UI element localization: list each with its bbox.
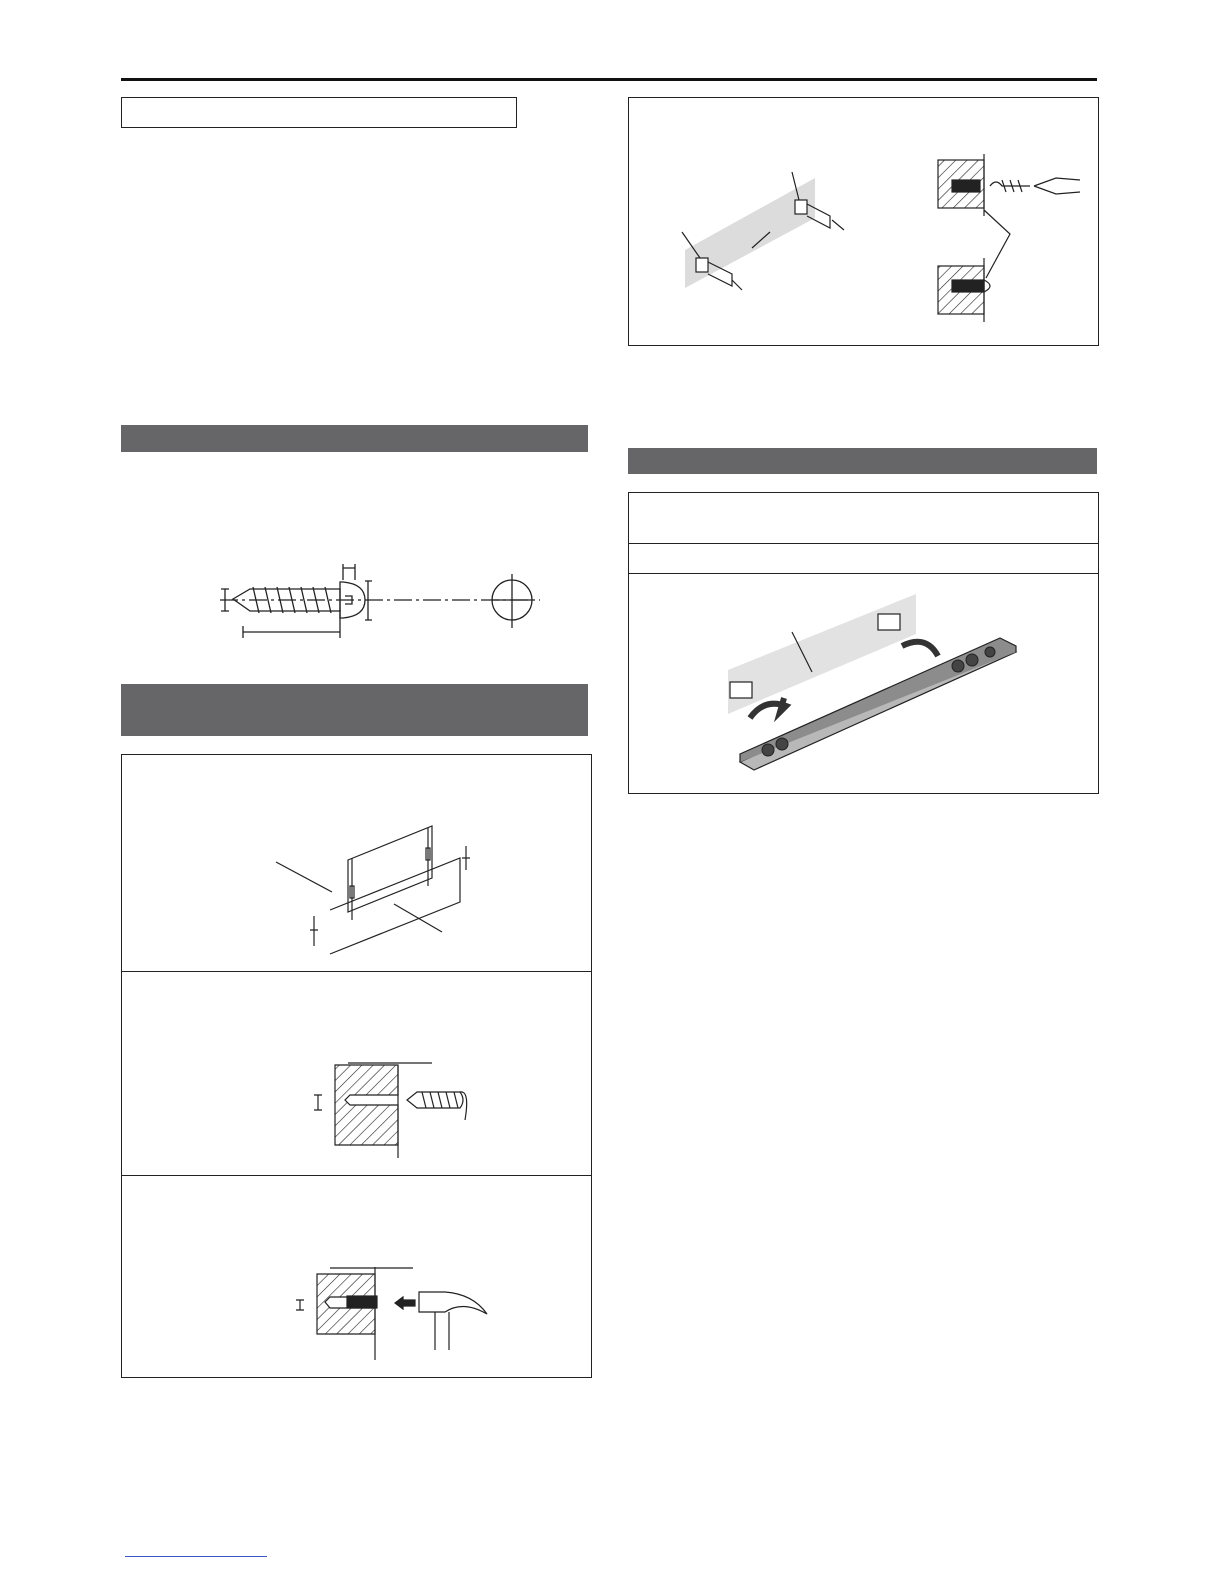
drill-hole-drawing xyxy=(310,1060,480,1160)
speaker-hanging-drawing xyxy=(720,590,1040,780)
header-box xyxy=(121,97,517,128)
step-divider-2 xyxy=(121,1175,592,1176)
section-bar-hang xyxy=(628,448,1097,474)
top-rule xyxy=(121,78,1097,81)
section-bar-screw xyxy=(121,425,588,452)
bracket-wall-drawing xyxy=(660,150,1090,330)
screw-dimension-drawing xyxy=(215,560,555,640)
bottom-link-line xyxy=(125,1556,267,1557)
step-divider-1 xyxy=(121,971,592,972)
hang-divider-2 xyxy=(628,573,1099,574)
wall-marking-drawing xyxy=(270,820,480,955)
hammer-anchor-drawing xyxy=(295,1262,495,1362)
section-bar-mounting xyxy=(121,684,588,736)
hang-divider-1 xyxy=(628,543,1099,544)
